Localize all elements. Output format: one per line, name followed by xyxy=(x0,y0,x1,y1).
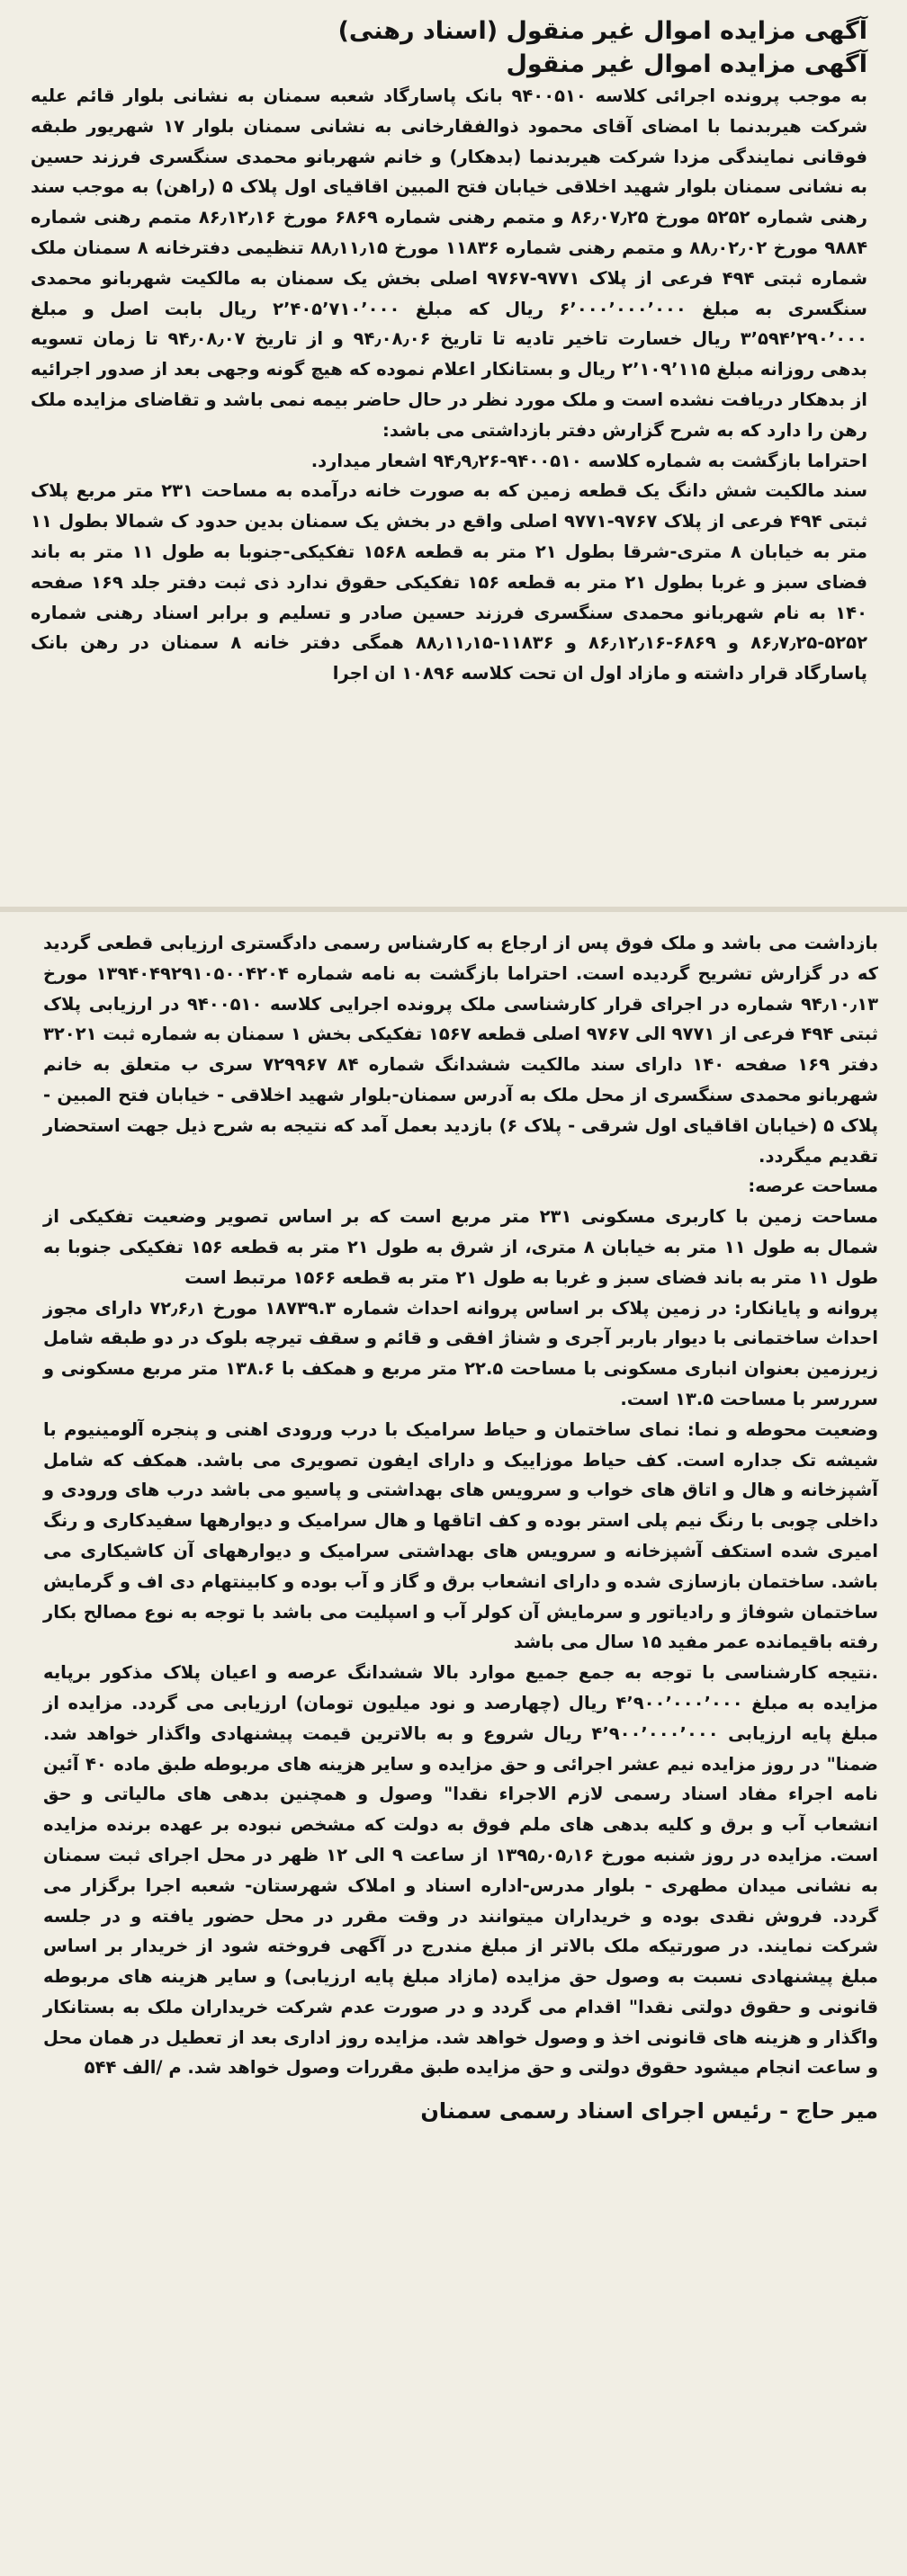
paragraph-land-area: مساحت زمین با کاربری مسکونی ۲۳۱ متر مربع است که بر اساس تصویر وضعیت تفکیکی از شمال به طول ۱۱ متر به خیابان ۸ متری، از شرق به طول ۲۱ متر به قطعه ۱۵۶ تفکیکی جنوبا به طول ۱۱ متر به باند فضای سبز و غربا به طول ۲۱ متر به قطعه ۱۵۶۶ مرتبط است xyxy=(43,1206,878,1288)
paragraph-auction-terms: .نتیجه کارشناسی با توجه به جمع جمیع موارد بالا ششدانگ عرصه و اعیان پلاک مذکور برپایه مزایده به مبلغ ۴٬۹۰۰٬۰۰۰٬۰۰۰ ریال (چهارصد و نود میلیون تومان) ارزیابی می گردد. مزایده از مبلغ پایه ارزیابی ۴٬۹۰۰٬۰۰۰٬۰۰۰ ریال شروع و به بالاترین قیمت پیشنهادی واگذار خواهد شد. ضمنا" در روز مزایده نیم عشر اجرائی و حق مزایده و سایر هزینه های مربوطه طبق ماده ۴۰ آئین نامه اجراء مفاد اسناد رسمی لازم الاجراء نقدا" وصول و همچنین بدهی های مالیاتی و حق انشعاب آب و برق و کلیه بدهی های ملم فوق به دولت که مشخص نبوده بر عهده برنده مزایده است. مزایده در روز شنبه مورخ ۱۳۹۵٫۰۵٫۱۶ از ساعت ۹ الی ۱۲ ظهر در محل اجرای ثبت سمنان به نشانی میدان مطهری - بلوار مدرس-اداره اسناد و املاک شهرستان- شعبه اجرا برگزار می گردد. فروش نقدی بوده و خریداران میتوانند در وقت مقرر در محل حضور یافته و در جلسه شرکت نمایند. در صورتیکه ملک بالاتر از مبلغ مندرج در آگهی فروخته شود از خریدار بر اساس مبلغ پیشنهادی نسبت به وصول حق مزایده (مازاد مبلغ پایه ارزیابی) و سایر هزینه های مربوطه قانونی و حقوق دولتی نقدا" اقدام می گردد و در صورت عدم شرکت خریداران ملک به بستانکار واگذار و هزینه های قانونی اخذ و وصول خواهد شد. مزایده روز اداری بعد از تعطیل در همان محل و ساعت انجام میشود حقوق دولتی و حق مزایده طبق مقررات وصول خواهد شد. م /الف ۵۴۴ xyxy=(43,1662,878,2079)
paragraph-building-condition: وضعیت محوطه و نما: نمای ساختمان و حیاط سرامیک با درب ورودی اهنی و پنجره آلومینیوم با شیشه تک جداره است. کف حیاط موزاییک و دارای ایفون تصویری می باشد. همکف که شامل آشپزخانه و هال و اتاق های خواب و سرویس های بهداشتی و پاسیو می باشد درب های ورودی و داخلی چوبی با رنگ نیم پلی استر بوده و کف اتاقها و هال سرامیک و دیوارهها سفیدکاری و رنگ امیری شده استکف آشپزخانه و سرویس های بهداشتی سرامیک و دیوارههای آن کاشیکاری می باشد. ساختمان بازسازی شده و دارای انشعاب برق و گاز و آب بوده و کابینتهام دی اف و گرمایش ساختمان شوفاژ و رادیاتور و سرمایش آن کولر آب و اسپلیت می باشد با توجه به نوع مصالح بکار رفته باقیمانده عمر مفید ۱۵ سال می باشد xyxy=(43,1418,878,1653)
area-heading: مساحت عرصه: xyxy=(748,1176,878,1197)
paragraph-permit: پروانه و پایانکار: در زمین پلاک بر اساس پروانه احداث شماره ۱۸۷۳۹.۳ مورخ ۷۲٫۶٫۱ دارای مجوز احداث ساختمانی با دیوار باربر آجری و شناژ افقی و قائم و سقف تیرچه بلوک در دو طبقه شامل زیرزمین بعنوان انباری مسکونی با مساحت ۲۲.۵ متر مربع و همکف با ۱۳۸.۶ متر مربع مسکونی و سررسر با مساحت ۱۳.۵ است. xyxy=(43,1297,879,1409)
clipping-top xyxy=(9,5,896,905)
notice-title-1: آگهی مزایده اموال غیر منقول (اسناد رهنی) xyxy=(337,17,867,45)
signature: میر حاج - رئیس اجرای اسناد رسمی سمنان xyxy=(420,2098,878,2124)
paragraph-case-details: به موجب پرونده اجرائی کلاسه ۹۴۰۰۵۱۰ بانک پاسارگاد شعبه سمنان به نشانی بلوار قائم علیه شرکت هیربدنما با امضای آقای محمود ذوالفقارخانی به نشانی سمنان بلوار ۱۷ شهریور طبقه فوقانی نمایندگی مزدا شرکت هیربدنما (بدهکار) و خانم شهربانو محمدی سنگسری فرزند حسین به نشانی سمنان بلوار شهید اخلاقی خیابان فتح المبین اقاقیای اول پلاک ۵ (راهن) به موجب سند رهنی شماره ۵۲۵۲ مورخ ۸۶٫۰۷٫۲۵ و متمم رهنی شماره ۶۸۶۹ مورخ ۸۶٫۱۲٫۱۶ متمم رهنی شماره ۹۸۸۴ مورخ ۸۸٫۰۲٫۰۲ و متمم رهنی شماره ۱۱۸۳۶ مورخ ۸۸٫۱۱٫۱۵ تنظیمی دفترخانه ۸ سمنان ملک شماره ثبتی ۴۹۴ فرعی از پلاک ۹۷۷۱-۹۷۶۷ اصلی بخش یک سمنان به مالکیت شهربانو محمدی سنگسری به مبلغ ۶٬۰۰۰٬۰۰۰٬۰۰۰ ریال که مبلغ ۲٬۴۰۵٬۷۱۰٬۰۰۰ ریال بابت اصل و مبلغ ۳٬۵۹۴٬۲۹۰٬۰۰۰ ریال خسارت تاخیر تادیه تا تاریخ ۹۴٫۰۸٫۰۶ و از تاریخ ۹۴٫۰۸٫۰۷ تا زمان تسویه بدهی روزانه مبلغ ۲٬۱۰۹٬۱۱۵ ریال و بستانکار اعلام نموده که هیچ گونه وجهی بعد از صدور اجرائیه از بدهکار دریافت نشده است و ملک مورد نظر در حال حاضر بیمه نمی باشد و تقاضای مزایده ملک رهن را دارد که به شرح گزارش دفتر بازداشتی می باشد: xyxy=(31,85,868,441)
clipping-divider xyxy=(0,907,907,912)
clipping-bottom xyxy=(27,914,896,2569)
paragraph-reference: احتراما بازگشت به شماره کلاسه ۹۴۰۰۵۱۰-۹۴٫۹٫۲۶ اشعار میدارد. xyxy=(310,450,867,471)
notice-title-2: آگهی مزایده اموال غیر منقول xyxy=(506,50,867,78)
paragraph-property-deed: سند مالکیت شش دانگ یک قطعه زمین که به صورت خانه درآمده به مساحت ۲۳۱ متر مربع پلاک ثبتی ۴۹۴ فرعی از پلاک ۹۷۶۷-۹۷۷۱ اصلی واقع در بخش یک سمنان بدین حدود ک شمالا بطول ۱۱ متر به خیابان ۸ متری-شرقا بطول ۲۱ متر به قطعه ۱۵۶۸ تفکیکی-جنوبا به طول ۱۱ متر به باند فضای سبز و غربا بطول ۲۱ متر به قطعه ۱۵۶ تفکیکی حقوق ندارد ذی ثبت دفتر جلد ۱۶۹ صفحه ۱۴۰ به نام شهربانو محمدی سنگسری فرزند حسین صادر و تسلیم و برابر اسناد رهنی شماره ۵۲۵۲-۸۶٫۷٫۲۵ و ۶۸۶۹-۸۶٫۱۲٫۱۶ و ۱۱۸۳۶-۸۸٫۱۱٫۱۵ همگی دفتر خانه ۸ سمنان در رهن بانک پاسارگاد قرار داشته و مازاد اول ان تحت کلاسه ۱۰۸۹۶ ان اجرا xyxy=(31,480,868,684)
paragraph-appraisal: بازداشت می باشد و ملک فوق پس از ارجاع به کارشناس رسمی دادگستری ارزیابی قطعی گردید که در گزارش تشریح گردیده است. احتراما بازگشت به نامه شماره ۱۳۹۴۰۴۹۲۹۱۰۵۰۰۴۲۰۴ مورخ ۹۴٫۱۰٫۱۳ شماره در اجرای قرار کارشناسی ملک پرونده اجرایی کلاسه ۹۴۰۰۵۱۰ در ارزیابی پلاک ثبتی ۴۹۴ فرعی از ۹۷۷۱ الی ۹۷۶۷ اصلی قطعه ۱۵۶۷ تفکیکی بخش ۱ سمنان به شماره ثبت ۳۲۰۲۱ دفتر ۱۶۹ صفحه ۱۴۰ دارای سند مالکیت ششدانگ شماره ۸۴ ۷۲۹۹۶۷ سری ب متعلق به خانم شهربانو محمدی سنگسری از محل ملک به آدرس سمنان-بلوار شهید اخلاقی - خیابان فتح المبین - پلاک ۵ (خیابان اقاقیای اول شرقی - پلاک ۶) بازدید بعمل آمد که نتیجه به شرح ذیل جهت استحضار تقدیم میگردد. xyxy=(42,933,878,1167)
